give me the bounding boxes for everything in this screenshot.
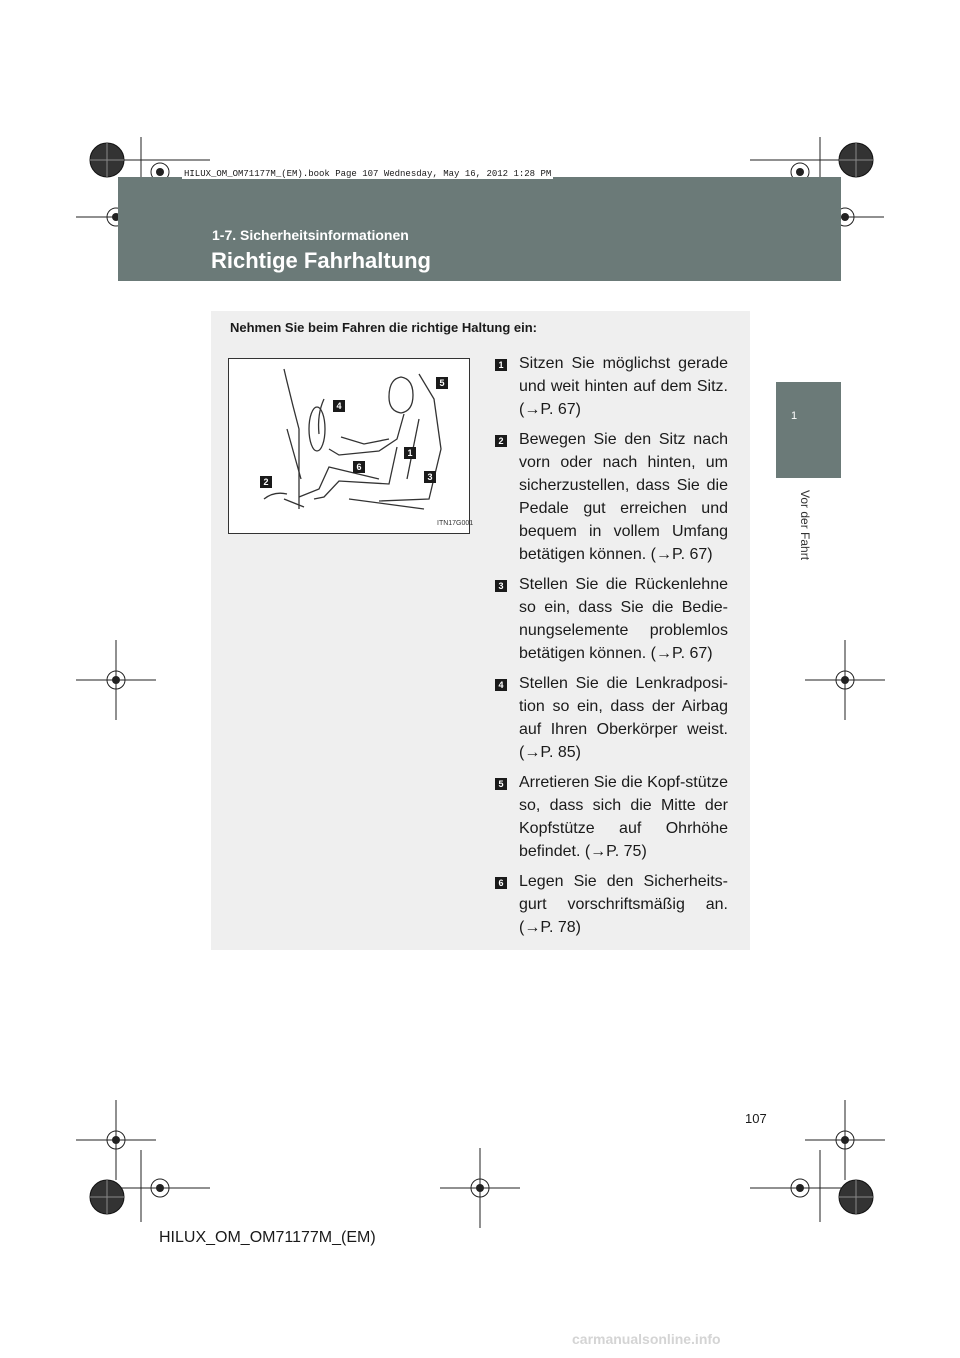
callout-5: 5 bbox=[436, 377, 448, 389]
list-item bbox=[495, 771, 728, 863]
callout-2: 2 bbox=[260, 476, 272, 488]
list-item bbox=[495, 428, 728, 566]
callout-1: 1 bbox=[404, 447, 416, 459]
watermark: carmanualsonline.info bbox=[572, 1331, 721, 1347]
driver-illustration bbox=[229, 359, 469, 533]
item-number-badge: 6 bbox=[495, 877, 507, 889]
chapter-label: Vor der Fahrt bbox=[798, 490, 812, 561]
posture-instructions bbox=[495, 352, 728, 946]
section-title: 1-7. Sicherheitsinformationen bbox=[212, 227, 409, 243]
item-text: Bewegen Sie den Sitz nach vorn oder nach hinten, um sicherzustellen, dass Sie die Pedale gut erreichen und bequem in vollem Umfang betätigen können. (→P. 67) bbox=[519, 431, 728, 563]
document-code: HILUX_OM_OM71177M_(EM) bbox=[159, 1229, 376, 1246]
item-text: Stellen Sie die Rückenlehne so ein, dass Sie die Bedie-nungselemente problemlos betätigen können. (→P. 67) bbox=[519, 576, 728, 662]
list-item bbox=[495, 352, 728, 421]
page-title: Richtige Fahrhaltung bbox=[211, 248, 431, 273]
callout-6: 6 bbox=[353, 461, 365, 473]
item-text: Sitzen Sie möglichst gerade und weit hinten auf dem Sitz. (→P. 67) bbox=[519, 355, 728, 418]
item-number-badge: 5 bbox=[495, 778, 507, 790]
list-item bbox=[495, 573, 728, 665]
page-number: 107 bbox=[745, 1111, 767, 1126]
chapter-number: 1 bbox=[790, 410, 798, 422]
item-number-badge: 1 bbox=[495, 359, 507, 371]
chapter-tab bbox=[776, 382, 841, 478]
callout-3: 3 bbox=[424, 471, 436, 483]
intro-text: Nehmen Sie beim Fahren die richtige Haltung ein: bbox=[230, 320, 537, 335]
figure-code: ITN17G001 bbox=[437, 520, 474, 527]
item-text: Arretieren Sie die Kopf-stütze so, dass sich die Mitte der Kopfstütze auf Ohrhöhe befindet. (→P. 75) bbox=[519, 774, 728, 860]
item-number-badge: 2 bbox=[495, 435, 507, 447]
item-number-badge: 4 bbox=[495, 679, 507, 691]
item-text: Stellen Sie die Lenkradposi-tion so ein, dass der Airbag auf Ihren Oberkörper weist. (→P. 85) bbox=[519, 675, 728, 761]
driving-posture-figure bbox=[228, 358, 470, 534]
item-text: Legen Sie den Sicherheits-gurt vorschriftsmäßig an. (→P. 78) bbox=[519, 873, 728, 936]
list-item bbox=[495, 870, 728, 939]
list-item bbox=[495, 672, 728, 764]
file-stamp: HILUX_OM_OM71177M_(EM).book Page 107 Wednesday, May 16, 2012 1:28 PM bbox=[184, 169, 552, 179]
callout-4: 4 bbox=[333, 400, 345, 412]
item-number-badge: 3 bbox=[495, 580, 507, 592]
